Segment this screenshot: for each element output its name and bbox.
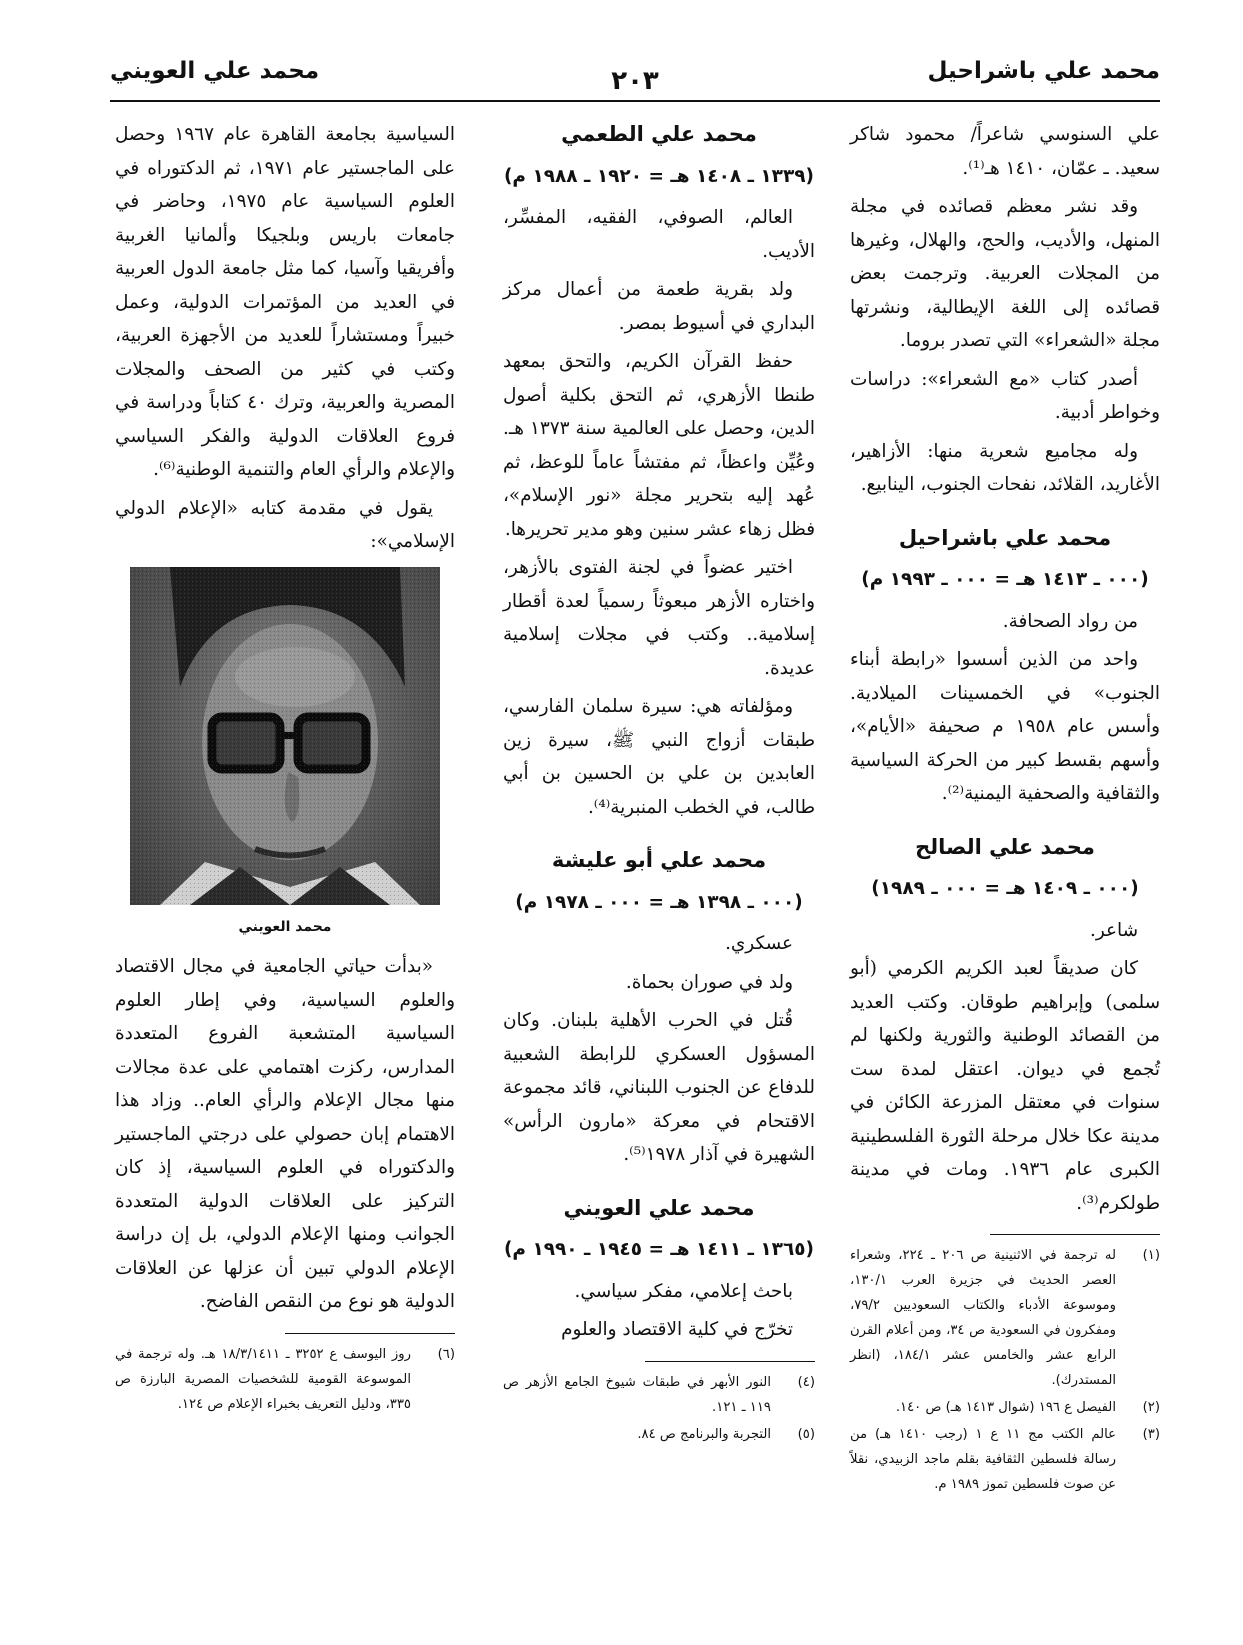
- paragraph: اختير عضواً في لجنة الفتوى بالأزهر، واختاره الأزهر مبعوثاً رسمياً لعدة أقطار إسلامية.. وكتب في مجلات إسلامية عديدة.: [503, 557, 815, 679]
- footnote: [850, 1395, 1160, 1420]
- column-right: [850, 118, 1160, 1499]
- paragraph: ولد في صوران بحماة.: [625, 971, 793, 993]
- header-left-title: محمد علي العويني: [110, 58, 320, 84]
- paragraph: كان صديقاً لعبد الكريم الكرمي (أبو سلمى) وإبراهيم طوقان. وكتب العديد من القصائد الوطنية والثورية ولكنها لم تُجمع في ديوان. اعتقل لمدة ست سنوات في معتقل المزرعة الكائن في مدينة عكا خلال مرحلة الثورة الفلسطينية الكبرى عام ١٩٣٦. ومات في مدينة طولكرم⁽³⁾.: [850, 958, 1160, 1214]
- paragraph: السياسية بجامعة القاهرة عام ١٩٦٧ وحصل على الماجستير عام ١٩٧١، ثم الدكتوراه في العلوم السياسية عام ١٩٧٥، وحاضر في جامعات باريس وبلجيكا وألمانيا الغربية وأفريقيا وآسيا، كما مثل جامعة الدول العربية في العديد من المؤتمرات الدولية، وعمل خبيراً ومستشاراً للعديد من الأجهزة العربية، وكتب في كثير من الصحف والمجلات المصرية والعربية، وترك ٤٠ كتاباً ودراسة في فروع العلاقات الدولية والفكر السياسي والإعلام والرأي العام والتنمية الوطنية⁽⁶⁾.: [115, 124, 456, 480]
- footnote: [850, 1422, 1160, 1497]
- paragraph: من رواد الصحافة.: [1002, 610, 1138, 632]
- footnote-text: روز اليوسف ع ٣٢٥٢ ـ ١٨/٣/١٤١١ هـ. وله ترجمة في الموسوعة القومية للشخصيات المصرية البارزة ص ٣٣٥، ودليل التعريف بخبراء الإعلام ص ١٢٤.: [115, 1346, 412, 1412]
- portrait-photo: [130, 567, 440, 905]
- header-right-title: محمد علي باشراحيل: [927, 58, 1160, 84]
- entry-title: محمد علي أبو عليشة: [551, 848, 767, 872]
- footnote: [503, 1370, 815, 1420]
- footnote-number: (٢): [1142, 1400, 1160, 1415]
- paragraph: واحد من الذين أسسوا «رابطة أبناء الجنوب» في الخمسينات الميلادية. وأسس عام ١٩٥٨ م صحيفة «الأيام»، وأسهم بقسط كبير من الحركة السياسية والثقافية والصحفية اليمنية⁽²⁾.: [850, 649, 1160, 804]
- paragraph: أصدر كتاب «مع الشعراء»: دراسات وخواطر أدبية.: [850, 368, 1160, 423]
- paragraph: تخرّج في كلية الاقتصاد والعلوم: [561, 1319, 793, 1340]
- footnote-number: (٦): [437, 1346, 455, 1362]
- paragraph: شاعر.: [1090, 919, 1138, 941]
- running-header: [110, 58, 1160, 102]
- column-middle: [503, 118, 815, 1449]
- paragraph: ولد بقرية طعمة من أعمال مركز البداري في أسيوط بمصر.: [503, 279, 815, 334]
- paragraph: «بدأت حياتي الجامعية في مجال الاقتصاد والعلوم السياسية، وفي إطار العلوم السياسية المتشعبة الفروع المتعددة المدارس، ركزت اهتمامي على عدة مجالات منها مجال الإعلام والرأي العام.. وزاد هذا الاهتمام إبان حصولي على درجتي الماجستير والدكتوراه في العلوم السياسية، إذ كان التركيز على العلاقات الدولية المتعددة الجوانب ومنها الإعلام الدولي، بل إن دراسة الإعلام الدولي تبين أن عزلها عن العلاقات الدولية هو نوع من النقص الفاضح.: [115, 956, 455, 1312]
- entry-dates: (١٣٦٥ ـ ١٤١١ هـ = ١٩٤٥ ـ ١٩٩٠ م): [503, 1239, 815, 1260]
- entry-dates: (١٣٣٩ ـ ١٤٠٨ هـ = ١٩٢٠ ـ ١٩٨٨ م): [503, 165, 815, 187]
- paragraph: ومؤلفاته هي: سيرة سلمان الفارسي، طبقات أزواج النبي ﷺ، سيرة زين العابدين بن علي بن الحسين بن أبي طالب، في الخطب المنبرية⁽⁴⁾.: [503, 696, 815, 818]
- entry-dates: (٠٠٠ ـ ١٤٠٩ هـ = ٠٠٠ ـ ١٩٨٩): [871, 878, 1139, 899]
- footnote-text: النور الأبهر في طبقات شيوخ الجامع الأزهر ص ١١٩ ـ ١٢١.: [503, 1374, 771, 1415]
- footnote-text: التجربة والبرنامج ص ٨٤.: [637, 1426, 771, 1442]
- header-rule: [110, 100, 1160, 102]
- footnote-text: الفيصل ع ١٩٦ (شوال ١٤١٣ هـ) ص ١٤٠.: [895, 1400, 1116, 1415]
- entry-title: محمد علي الطعمي: [561, 122, 757, 146]
- footnotes: [115, 1342, 455, 1417]
- footnote-rule: [285, 1333, 455, 1334]
- photo-caption: محمد العويني: [238, 918, 332, 935]
- column-left: [115, 118, 455, 1419]
- paragraph: قُتل في الحرب الأهلية بلبنان. وكان المسؤول العسكري للرابطة الشعبية للدفاع عن الجنوب اللبناني، قائد مجموعة الاقتحام في معركة «مارون الرأس» الشهيرة في آذار ١٩٧٨⁽⁵⁾.: [503, 1010, 815, 1165]
- paragraph: علي السنوسي شاعراً/ محمود شاكر سعيد. ـ عمّان، ١٤١٠ هـ⁽¹⁾.: [850, 124, 1160, 179]
- entry-title: محمد علي باشراحيل: [898, 525, 1112, 550]
- footnote-rule: [645, 1361, 815, 1362]
- footnote-text: له ترجمة في الاثنينية ص ٢٠٦ ـ ٢٢٤، وشعراء العصر الحديث في جزيرة العرب ١٣٠/١، وموسوعة الأدباء والكتاب السعوديين ٧٩/٢، ومفكرون في السعودية ص ٣٤، ومن أعلام القرن الرابع عشر والخامس عشر ١٨٤/١، (انظر المستدرك).: [850, 1248, 1116, 1388]
- paragraph: وقد نشر معظم قصائده في مجلة المنهل، والأديب، والحج، والهلال، وغيرها من المجلات العربية. وترجمت بعض قصائده إلى اللغة الإيطالية، ونشرتها مجلة «الشعراء» التي تصدر بروما.: [850, 196, 1160, 351]
- paragraph: يقول في مقدمة كتابه «الإعلام الدولي الإسلامي»:: [115, 497, 455, 552]
- footnote-rule: [990, 1234, 1160, 1235]
- paragraph: عسكري.: [725, 933, 793, 954]
- footnotes: [850, 1243, 1160, 1497]
- paragraph: العالم، الصوفي، الفقيه، المفسِّر، الأديب.: [503, 207, 815, 262]
- footnotes: [503, 1370, 815, 1447]
- footnote-number: (٣): [1142, 1427, 1160, 1442]
- page-number: ٢٠٣: [611, 66, 659, 96]
- entry-title: محمد علي العويني: [563, 1195, 755, 1220]
- footnote-text: عالم الكتب مج ١١ ع ١ (رجب ١٤١٠ هـ) من رسالة فلسطين الثقافية بقلم ماجد الزبيدي، نقلاً عن صوت فلسطين تموز ١٩٨٩ م.: [850, 1427, 1117, 1492]
- footnote: [115, 1342, 455, 1417]
- entry-dates: (٠٠٠ ـ ١٣٩٨ هـ = ٠٠٠ ـ ١٩٧٨ م): [515, 891, 803, 913]
- paragraph: وله مجاميع شعرية منها: الأزاهير، الأغاريد، القلائد، نفحات الجنوب، الينابيع.: [850, 440, 1160, 495]
- portrait-image: [130, 567, 440, 905]
- paragraph: حفظ القرآن الكريم، والتحق بمعهد طنطا الأزهري، ثم التحق بكلية أصول الدين، وحصل على العالمية سنة ١٣٧٣ هـ. وعُيِّن واعظاً، ثم مفتشاً عاماً للوعظ، ثم عُهد إليه بتحرير مجلة «نور الإسلام»، فظل زهاء عشر سنين وهو مدير تحريرها.: [503, 351, 815, 540]
- footnote: [503, 1422, 815, 1447]
- paragraph: باحث إعلامي، مفكر سياسي.: [574, 1280, 793, 1302]
- footnote-number: (٤): [797, 1374, 815, 1390]
- footnote-number: (٥): [797, 1426, 815, 1442]
- entry-title: محمد علي الصالح: [915, 834, 1095, 859]
- footnote-number: (١): [1142, 1248, 1160, 1263]
- footnote: [850, 1243, 1160, 1393]
- entry-dates: (٠٠٠ ـ ١٤١٣ هـ = ٠٠٠ ـ ١٩٩٣ م): [861, 569, 1149, 590]
